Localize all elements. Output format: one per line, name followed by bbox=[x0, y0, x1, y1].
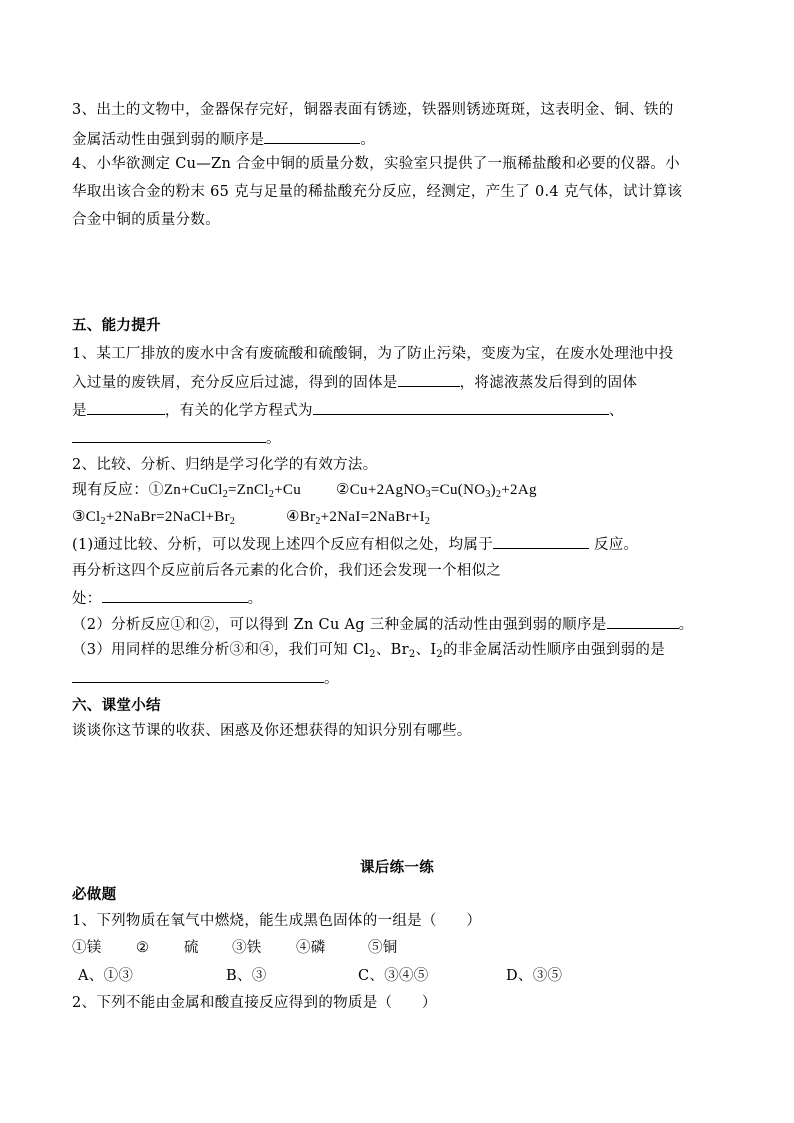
section5-title: 五、能力提升 bbox=[72, 318, 161, 334]
s5-q1-line-3 bbox=[72, 588, 262, 609]
hw-q1-option-a[interactable]: A、①③ bbox=[78, 968, 134, 984]
s5-p1-text-cont: ，将滤液蒸发后得到的固体 bbox=[459, 375, 638, 391]
s5-q1-end-3: 。 bbox=[247, 591, 263, 607]
hw-q1-item-4: ③铁 bbox=[232, 940, 262, 956]
equation-blank-1[interactable] bbox=[313, 400, 609, 415]
s5-q3-line-1: （3）用同样的思维分析③和④，我们可知 $Cl_2$、$Br_2$、$I_2$的非金属活动性顺序由强到弱的是 bbox=[72, 642, 666, 660]
metal-order-blank[interactable] bbox=[607, 614, 679, 629]
reaction-1: ①Zn+CuCl$_2$=ZnCl$_2$+Cu bbox=[148, 482, 302, 500]
q3-answer-blank[interactable] bbox=[264, 129, 360, 144]
nonmetal-order-blank[interactable] bbox=[72, 668, 324, 683]
s5-p1-text-3c: 、 bbox=[608, 403, 624, 419]
s5-q1-end: 反应。 bbox=[589, 537, 639, 553]
s5-q3-line-2 bbox=[72, 668, 339, 689]
homework-title: 课后练一练 bbox=[360, 860, 434, 876]
s5-p1-text-3b: ，有关的化学方程式为 bbox=[164, 403, 313, 419]
hw-q1-item-2: ② bbox=[136, 940, 150, 956]
q3-line-1: 3、出土的文物中，金器保存完好，铜器表面有锈迹，铁器则锈迹斑斑，这表明金、铜、铁的 bbox=[72, 102, 674, 118]
section6-text: 谈谈你这节课的收获、困惑及你还想获得的知识分别有哪些。 bbox=[72, 723, 472, 739]
q4-line-2: 华取出该合金的粉末 65 克与足量的稀盐酸充分反应，经测定，产生了 0.4 克气体，试计算该 bbox=[72, 184, 683, 200]
q3-line-2 bbox=[72, 129, 375, 150]
s5-p1-line-2 bbox=[72, 372, 637, 393]
s5-q1-line-1 bbox=[72, 534, 638, 555]
similarity-blank[interactable] bbox=[102, 588, 248, 603]
hw-q1-item-1: ①镁 bbox=[72, 940, 102, 956]
reaction-3: $③Cl_2+2NaBr=2NaCl+Br_2$ bbox=[72, 509, 236, 527]
s5-q2-line bbox=[72, 614, 693, 635]
s5-p1-text-3a: 是 bbox=[72, 403, 87, 419]
reaction-4: $④Br_2+2NaI=2NaBr+I_2$ bbox=[286, 509, 431, 527]
s5-p1-text: 入过量的废铁屑，充分反应后过滤，得到的固体是 bbox=[72, 375, 398, 391]
s5-q1-text: (1)通过比较、分析，可以发现上述四个反应有相似之处，均属于 bbox=[72, 537, 494, 553]
s5-q1-text-3: 处： bbox=[72, 591, 102, 607]
homework-subtitle: 必做题 bbox=[72, 887, 117, 903]
s5-q1-line-2: 再分析这四个反应前后各元素的化合价，我们还会发现一个相似之 bbox=[72, 563, 502, 579]
reaction-2: $②Cu+2AgNO_3=Cu(NO_3)_2+2Ag$ bbox=[336, 482, 537, 500]
s5-p1-line-4 bbox=[72, 428, 281, 449]
q4-line-1: 4、小华欲测定 Cu—Zn 合金中铜的质量分数，实验室只提供了一瓶稀盐酸和必要的仪器。小 bbox=[72, 156, 680, 172]
q3-text: 金属活动性由强到弱的顺序是 bbox=[72, 132, 265, 148]
s5-p1-line-1: 1、某工厂排放的废水中含有废硫酸和硫酸铜，为了防止污染，变废为宝，在废水处理池中投 bbox=[72, 346, 674, 362]
hw-q1-option-c[interactable]: C、③④⑤ bbox=[358, 968, 429, 984]
filtrate-solid-blank[interactable] bbox=[87, 400, 165, 415]
hw-q1: 1、下列物质在氧气中燃烧，能生成黑色固体的一组是（ ） bbox=[72, 913, 482, 929]
hw-q1-item-3: 硫 bbox=[184, 940, 199, 956]
equation-blank-2[interactable] bbox=[72, 428, 266, 443]
hw-q1-item-5: ④磷 bbox=[296, 940, 326, 956]
q4-line-3: 合金中铜的质量分数。 bbox=[72, 212, 220, 228]
reaction-type-blank[interactable] bbox=[493, 534, 589, 549]
s5-p1-line-3 bbox=[72, 400, 624, 421]
q3-end: 。 bbox=[360, 132, 376, 148]
s5-q2-text: （2）分析反应①和②，可以得到 Zn Cu Ag 三种金属的活动性由强到弱的顺序是 bbox=[72, 617, 607, 633]
hw-q1-option-b[interactable]: B、③ bbox=[226, 968, 267, 984]
solid-answer-blank[interactable] bbox=[398, 372, 460, 387]
s5-q3-end: 。 bbox=[324, 671, 339, 687]
hw-q1-item-6: ⑤铜 bbox=[368, 940, 398, 956]
reactions-line-1 bbox=[72, 480, 301, 500]
s5-p1-end: 。 bbox=[266, 431, 281, 447]
section6-title: 六、课堂小结 bbox=[72, 698, 161, 714]
hw-q2: 2、下列不能由金属和酸直接反应得到的物质是（ ） bbox=[72, 995, 437, 1011]
hw-q1-option-d[interactable]: D、③⑤ bbox=[506, 968, 563, 984]
reactions-label: 现有反应： bbox=[72, 482, 149, 498]
s5-p2-line-1: 2、比较、分析、归纳是学习化学的有效方法。 bbox=[72, 457, 378, 473]
s5-q2-end: 。 bbox=[678, 617, 694, 633]
